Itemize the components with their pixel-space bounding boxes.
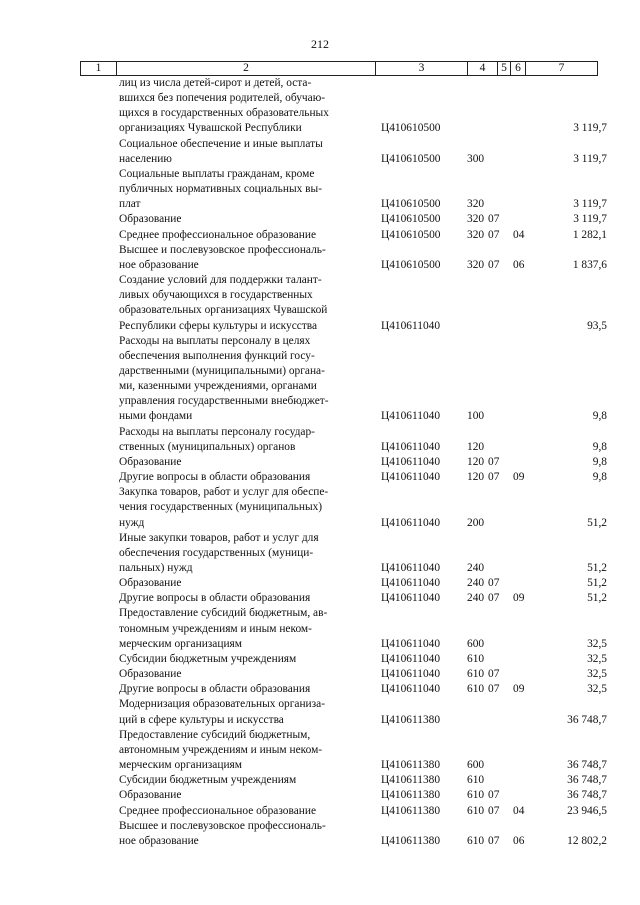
row-name-line: Создание условий для поддержки талант- (119, 274, 322, 287)
row-name-line: Расходы на выплаты персоналу государ- (119, 425, 315, 438)
table-row (0, 591, 640, 606)
row-name-line: щихся в государственных образовательных (119, 107, 329, 120)
row-name-line: плат (119, 198, 141, 211)
row-amount: 3 119,7 (573, 198, 607, 211)
row-code: Ц410610500 (381, 228, 441, 241)
row-values (0, 758, 640, 773)
row-expense-type: 240 (467, 592, 485, 605)
row-name-line: Социальное обеспечение и иные выплаты (119, 137, 323, 150)
table-row (0, 606, 640, 651)
row-values (0, 591, 640, 606)
row-code: Ц410610500 (381, 122, 441, 135)
row-name-line: обеспечения выполнения функций госу- (119, 349, 315, 362)
row-amount: 93,5 (587, 319, 607, 332)
header-col-3: 3 (375, 62, 467, 75)
table-row (0, 485, 640, 530)
row-code: Ц410611040 (381, 410, 441, 423)
row-values (0, 667, 640, 682)
row-amount: 3 119,7 (573, 152, 607, 165)
row-name-line: Социальные выплаты гражданам, кроме (119, 167, 315, 180)
row-code: Ц410611040 (381, 652, 441, 665)
row-name-line: обеспечения государственных (муници- (119, 546, 314, 559)
table-row (0, 531, 640, 576)
row-amount: 51,2 (587, 592, 607, 605)
row-name-line: Среднее профессиональное образование (119, 228, 317, 241)
row-section: 07 (488, 258, 500, 271)
row-subsection: 06 (513, 258, 525, 271)
row-section: 07 (488, 577, 500, 590)
row-amount: 32,5 (587, 683, 607, 696)
row-name-line: нужд (119, 516, 145, 529)
row-name-line: пальных) нужд (119, 562, 193, 574)
row-expense-type: 600 (467, 759, 485, 772)
row-section: 07 (488, 804, 500, 817)
table-row (0, 455, 640, 470)
row-expense-type: 610 (467, 834, 485, 847)
row-subsection: 04 (513, 228, 525, 241)
row-subsection: 09 (513, 471, 525, 484)
row-name-line: Образование (119, 213, 182, 226)
row-name-line: Предоставление субсидий бюджетным, ав- (119, 607, 328, 620)
row-code: Ц410611040 (381, 683, 441, 696)
row-name-line: лиц из числа детей-сирот и детей, оста- (119, 77, 312, 89)
row-amount: 51,2 (587, 562, 607, 575)
row-values (0, 561, 640, 576)
row-expense-type: 320 (467, 198, 485, 211)
row-expense-type: 610 (467, 652, 485, 665)
row-name-line: Другие вопросы в области образования (119, 683, 311, 696)
row-name-line: ций в сфере культуры и искусства (119, 713, 284, 726)
row-section: 07 (488, 789, 500, 802)
row-amount: 23 946,5 (567, 804, 607, 817)
row-name-line: организациях Чувашской Республики (119, 122, 302, 135)
row-values (0, 152, 640, 167)
row-expense-type: 120 (467, 471, 485, 484)
row-name-line: Предоставление субсидий бюджетным, (119, 728, 311, 741)
row-name-line: Модернизация образовательных организа- (119, 698, 326, 711)
row-name-line: мерческим организациям (119, 637, 242, 650)
row-values (0, 228, 640, 243)
table-row (0, 228, 640, 243)
row-name-line: Субсидии бюджетным учреждениям (119, 652, 297, 665)
row-expense-type: 240 (467, 577, 485, 590)
header-col-6: 6 (510, 62, 525, 75)
row-subsection: 06 (513, 834, 525, 847)
table-row (0, 773, 640, 788)
table-row (0, 137, 640, 167)
row-name-line: ное образование (119, 258, 199, 271)
row-code: Ц410611040 (381, 440, 441, 453)
row-values (0, 470, 640, 485)
row-amount: 36 748,7 (567, 759, 607, 772)
row-amount: 9,8 (592, 471, 607, 484)
row-expense-type: 300 (467, 152, 485, 165)
row-expense-type: 320 (467, 213, 485, 226)
row-values (0, 834, 640, 849)
page-number: 212 (311, 37, 329, 51)
row-name-line: Другие вопросы в области образования (119, 592, 311, 605)
row-amount: 36 748,7 (567, 774, 607, 787)
row-values (0, 319, 640, 334)
row-expense-type: 610 (467, 789, 485, 802)
row-name-line: Расходы на выплаты персоналу в целях (119, 334, 311, 347)
row-name-line: ми, казенными учреждениями, органами (119, 380, 317, 393)
row-code: Ц410611040 (381, 319, 441, 332)
row-section: 07 (488, 834, 500, 847)
row-values (0, 409, 640, 424)
row-amount: 9,8 (592, 455, 607, 468)
row-values (0, 121, 640, 136)
row-values (0, 652, 640, 667)
table-row (0, 167, 640, 212)
row-name-line: Образование (119, 455, 182, 468)
row-code: Ц410611380 (381, 774, 441, 787)
table-row (0, 652, 640, 667)
header-col-2: 2 (116, 62, 375, 75)
row-section: 07 (488, 228, 500, 241)
row-name-line: Субсидии бюджетным учреждениям (119, 774, 297, 787)
row-expense-type: 610 (467, 774, 485, 787)
row-name-line: образовательных организациях Чувашской (119, 304, 328, 317)
table-row (0, 819, 640, 849)
row-name-line: Иные закупки товаров, работ и услуг для (119, 531, 319, 544)
row-expense-type: 120 (467, 455, 485, 468)
table-row (0, 273, 640, 334)
table-row (0, 470, 640, 485)
row-expense-type: 240 (467, 562, 485, 575)
row-name-line: вшихся без попечения родителей, обучаю- (119, 92, 326, 105)
row-name-line: Высшее и послевузовское профессиональ- (119, 243, 326, 256)
row-subsection: 09 (513, 683, 525, 696)
row-code: Ц410611380 (381, 759, 441, 772)
row-amount: 3 119,7 (573, 213, 607, 226)
row-name-line: ными фондами (119, 410, 193, 423)
row-code: Ц410611380 (381, 834, 441, 847)
row-amount: 3 119,7 (573, 122, 607, 135)
row-subsection: 04 (513, 804, 525, 817)
row-amount: 32,5 (587, 637, 607, 650)
row-amount: 32,5 (587, 652, 607, 665)
table-header (80, 61, 598, 76)
row-name-line: ное образование (119, 834, 199, 847)
row-name-line: публичных нормативных социальных вы- (119, 183, 322, 196)
row-code: Ц410611380 (381, 789, 441, 802)
row-name-line: дарственными (муниципальными) органа- (119, 364, 325, 377)
row-amount: 9,8 (592, 440, 607, 453)
row-amount: 12 802,2 (567, 834, 607, 847)
row-values (0, 773, 640, 788)
row-name-line: Образование (119, 789, 182, 802)
row-values (0, 682, 640, 697)
row-values (0, 440, 640, 455)
row-code: Ц410611040 (381, 562, 441, 575)
table-row (0, 697, 640, 727)
row-code: Ц410610500 (381, 258, 441, 271)
row-name-line: Среднее профессиональное образование (119, 804, 317, 817)
table-row (0, 243, 640, 273)
row-expense-type: 610 (467, 668, 485, 681)
row-name-line: Образование (119, 577, 182, 590)
header-col-5: 5 (497, 62, 510, 75)
row-code: Ц410611040 (381, 637, 441, 650)
row-amount: 36 748,7 (567, 789, 607, 802)
row-name-line: автономным учреждениям и иным неком- (119, 743, 323, 756)
row-name-line: населению (119, 152, 172, 165)
row-values (0, 637, 640, 652)
row-values (0, 197, 640, 212)
table-body (0, 76, 640, 849)
row-code: Ц410610500 (381, 198, 441, 211)
row-expense-type: 200 (467, 516, 485, 529)
row-values (0, 713, 640, 728)
table-row (0, 334, 640, 425)
row-name-line: управления государственными внебюджет- (119, 395, 329, 408)
row-values (0, 576, 640, 591)
row-amount: 32,5 (587, 668, 607, 681)
row-expense-type: 600 (467, 637, 485, 650)
row-section: 07 (488, 592, 500, 605)
row-amount: 36 748,7 (567, 713, 607, 726)
table-row (0, 728, 640, 773)
row-amount: 9,8 (592, 410, 607, 423)
row-name-line: мерческим организациям (119, 759, 242, 772)
table-row (0, 667, 640, 682)
row-code: Ц410611040 (381, 592, 441, 605)
row-name-line: ливых обучающихся в государственных (119, 289, 313, 302)
row-expense-type: 320 (467, 228, 485, 241)
table-row (0, 682, 640, 697)
row-name-line: Республики сферы культуры и искусства (119, 319, 318, 332)
row-name-line: Высшее и послевузовское профессиональ- (119, 819, 326, 832)
row-code: Ц410611040 (381, 455, 441, 468)
row-amount: 1 837,6 (572, 258, 607, 271)
row-values (0, 212, 640, 227)
row-code: Ц410610500 (381, 213, 441, 226)
row-code: Ц410611380 (381, 713, 441, 726)
row-name-line: Образование (119, 668, 182, 681)
table-row (0, 425, 640, 455)
row-values (0, 516, 640, 531)
row-subsection: 09 (513, 592, 525, 605)
table-row (0, 576, 640, 591)
table-row (0, 76, 640, 137)
row-expense-type: 610 (467, 683, 485, 696)
row-expense-type: 320 (467, 258, 485, 271)
header-col-7: 7 (525, 62, 597, 75)
row-code: Ц410611380 (381, 804, 441, 817)
row-name-line: ственных (муниципальных) органов (119, 440, 296, 453)
header-col-1: 1 (95, 62, 102, 74)
row-amount: 51,2 (587, 577, 607, 590)
row-section: 07 (488, 668, 500, 681)
row-name-line: Другие вопросы в области образования (119, 471, 311, 484)
row-name-line: чения государственных (муниципальных) (119, 501, 323, 514)
row-code: Ц410611040 (381, 471, 441, 484)
table-row (0, 212, 640, 227)
header-col-4: 4 (467, 62, 497, 75)
row-section: 07 (488, 213, 500, 226)
table-row (0, 788, 640, 803)
row-code: Ц410611040 (381, 516, 441, 529)
row-expense-type: 120 (467, 440, 485, 453)
row-values (0, 804, 640, 819)
row-section: 07 (488, 455, 500, 468)
row-amount: 51,2 (587, 516, 607, 529)
row-code: Ц410611040 (381, 577, 441, 590)
row-name-line: тономным учреждениям и иным неком- (119, 622, 312, 635)
row-amount: 1 282,1 (572, 228, 607, 241)
row-expense-type: 100 (467, 410, 485, 423)
row-values (0, 455, 640, 470)
table-row (0, 804, 640, 819)
row-values (0, 258, 640, 273)
row-values (0, 788, 640, 803)
row-name-line: Закупка товаров, работ и услуг для обеспе- (119, 486, 329, 499)
row-code: Ц410611040 (381, 668, 441, 681)
row-section: 07 (488, 683, 500, 696)
row-code: Ц410610500 (381, 152, 441, 165)
row-expense-type: 610 (467, 804, 485, 817)
row-section: 07 (488, 471, 500, 484)
